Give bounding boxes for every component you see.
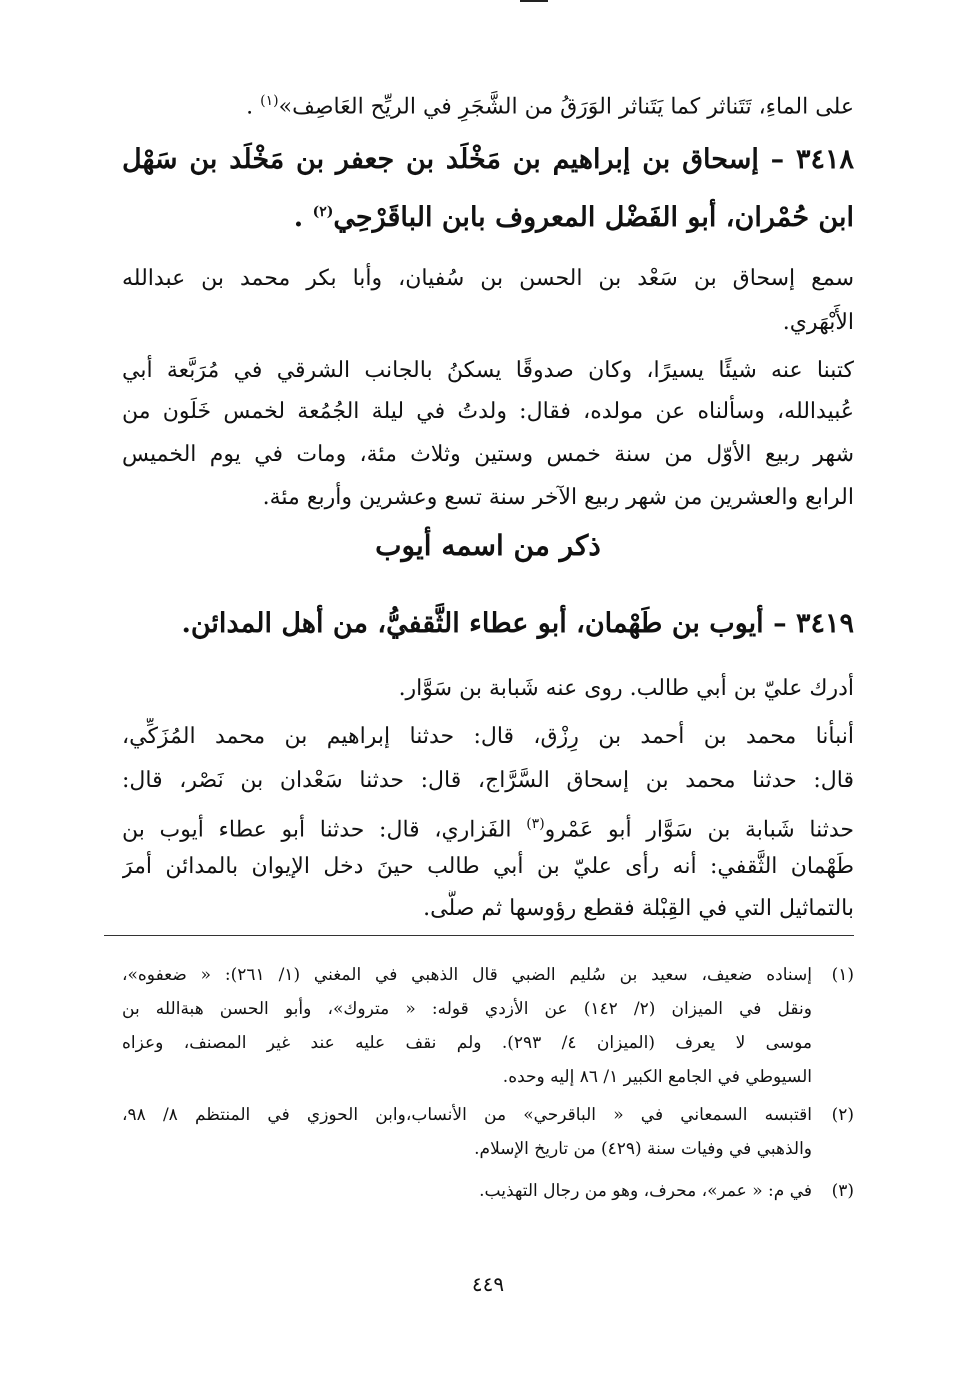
footnote-2 (122, 1100, 854, 1130)
footnote-number: (١) (831, 965, 854, 985)
text-line (122, 82, 854, 126)
footnote-3 (122, 1176, 854, 1206)
footnote-separator (104, 935, 854, 936)
section-title: ذكر من اسمه أيوب (375, 529, 601, 562)
footnote-1 (122, 960, 854, 990)
footnote-text: السيوطي في الجامع الكبير ١/ ٨٦ إليه وحده. (502, 1067, 812, 1087)
paragraph-line: بالتماثيل التي في القِبْلة فقطع رؤوسها ثم صلَّى. (423, 896, 854, 921)
paragraph-line: كتبنا عنه شيئًا يسيرًا، وكان صدوقًا يسكنُ بالجانب الشرقي في مُرَبَّعة أبي (122, 358, 854, 383)
footnote-number: (٣) (831, 1181, 854, 1201)
text-span: على الماءِ، تَتَناثر كما يَتَناثر الوَرَقُ من الشَّجَرِ في الريِّح العَاصِف» (278, 94, 854, 120)
page-number: ٤٤٩ (471, 1272, 505, 1296)
top-edge-mark (520, 0, 548, 2)
paragraph-line: أنبأنا محمد بن أحمد بن رِزْق، قال: حدثنا إبراهيم بن محمد المُزَكِّي، (122, 724, 854, 749)
paragraph-line: طَهْمان الثَّقفي: أنه رأى عليّ بن أبي طالب حينَ دخل الإيوان بالمدائن أمرَ (122, 854, 854, 879)
footnote-ref: (٣) (526, 816, 545, 832)
paragraph-line: عُبيدالله، وسألناه عن مولده، فقال: ولدتُ في ليلة الجُمُعة لخمس خَلَون من (122, 399, 854, 424)
footnote-text: موسى لا يعرف (الميزان ٤/ ٢٩٣). ولم نقف عليه عند غير المصنف، وعزاه (122, 1033, 812, 1053)
text-span: . (293, 202, 313, 233)
paragraph-line: قال: حدثنا محمد بن إسحاق السَّرَّاج، قال: حدثنا سَعْدان بن نَصْر، قال: (122, 768, 854, 793)
paragraph-line: الأَبْهَري. (782, 310, 854, 335)
entry-heading-3418: ٣٤١٨ – إسحاق بن إبراهيم بن مَخْلَد بن جعفر بن مَخْلَد بن سَهْل (122, 144, 854, 175)
footnote-number: (٢) (831, 1105, 854, 1125)
footnote-text: اقتبسه السمعاني في « الباقرحي» من الأنساب،وابن الحوزي في المنتظم ٨/ ٩٨، (122, 1105, 812, 1125)
footnote-text: والذهبي في وفيات سنة (٤٢٩) من تاريخ الإسلام. (474, 1139, 812, 1159)
text-span: الفَزاري، قال: حدثنا أبو عطاء أيوب بن (122, 817, 527, 843)
text-span: ابن حُمْران، أبو الفَضْل المعروف بابن الباقَرْحِي (333, 202, 854, 233)
text-span: حدثنا شَبابة بن سَوَّار أبو عَمْرو (544, 817, 854, 843)
text-span: . (246, 94, 261, 120)
footnote-text: في م: « عمر»، محرف، وهو من رجال التهذيب. (479, 1181, 812, 1201)
footnote-text: إسناده ضعيف، سعيد بن سُليم الضبي قال الذهبي في المغني (١/ ٢٦١): « ضعفوه»، (122, 965, 812, 985)
paragraph-line: الرابع والعشرين من شهر ربيع الآخر سنة تسع وعشرين وأربع مئة. (262, 485, 854, 510)
entry-heading-3418-cont (122, 190, 854, 240)
paragraph-line: سمع إسحاق بن سَعْد بن الحسن بن سُفيان، وأبا بكر محمد بن عبدالله (122, 266, 854, 291)
paragraph-line (122, 805, 854, 849)
footnote-ref: (١) (260, 93, 279, 109)
paragraph-line: شهر ربيع الأوّل من سنة خمس وستين وثلاث مئة، ومات في يوم الخميس (122, 442, 854, 467)
footnote-text: ونقل في الميزان (٢/ ١٤٢) عن الأزدي قوله: « متروك»، وأبو الحسن هبةالله بن (122, 999, 812, 1019)
footnote-ref: (٢) (312, 204, 334, 220)
entry-heading-3419: ٣٤١٩ – أيوب بن طَهْمان، أبو عطاء الثَّقفيُّ، من أهل المدائن. (181, 608, 854, 639)
paragraph-line: أدرك عليّ بن أبي طالب. روى عنه شَبابة بن سَوَّار. (398, 676, 854, 701)
